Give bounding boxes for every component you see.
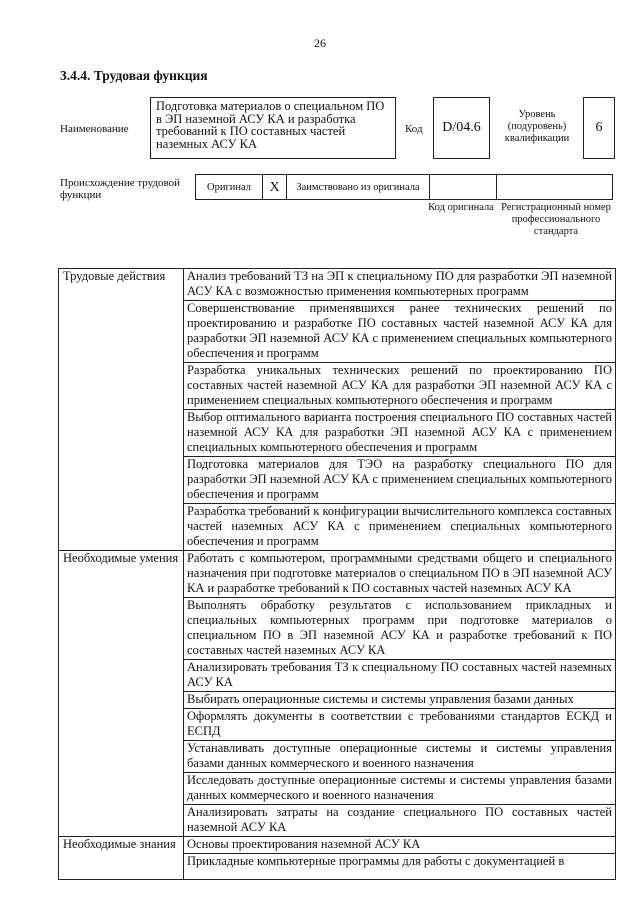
labor-action-item: Выбор оптимального варианта построения специального ПО составных частей наземной АСУ КА для разработки ЭП наземной АСУ КА с применением специальных компьютерного обеспечения и программ	[184, 410, 616, 457]
original-label: Оригинал	[196, 175, 263, 200]
registration-number-caption: Регистрационный номер профессионального стандарта	[501, 202, 611, 237]
skill-item: Выбирать операционные системы и системы управления базами данных	[184, 692, 616, 709]
borrowed-label: Заимствовано из оригинала	[287, 175, 430, 200]
labor-action-item: Подготовка материалов для ТЭО на разработку специального ПО для разработки ЭП наземной АСУ КА с применением специальных компьютерного обеспечения и программ	[184, 457, 616, 504]
knowledge-header: Необходимые знания	[59, 837, 184, 880]
function-code: D/04.6	[433, 97, 490, 159]
labor-action-item: Разработка уникальных технических решений по проектированию ПО составных частей наземной АСУ КА для разработки ЭП наземной АСУ КА с применением специальных компьютерного обеспечения и программ	[184, 363, 616, 410]
qualification-level-label: Уровень (подуровень) квалификации	[504, 109, 570, 144]
registration-number-cell	[497, 175, 613, 200]
skill-item: Анализировать затраты на создание специального ПО составных частей наземной АСУ КА	[184, 805, 616, 837]
labor-action-item: Разработка требований к конфигурации вычислительного комплекса составных частей наземных АСУ КА с применением специальных компьютерного обеспечения и программ	[184, 504, 616, 551]
section-title: 3.4.4. Трудовая функция	[60, 68, 208, 83]
knowledge-item: Прикладные компьютерные программы для работы с документацией в	[184, 854, 616, 880]
skill-item: Устанавливать доступные операционные системы и системы управления базами данных коммерческого и военного назначения	[184, 741, 616, 773]
skill-item: Анализировать требования ТЗ к специальному ПО составных частей наземных АСУ КА	[184, 660, 616, 692]
skills-header: Необходимые умения	[59, 551, 184, 837]
knowledge-item: Основы проектирования наземной АСУ КА	[184, 837, 616, 854]
labor-action-item: Совершенствование применявшихся ранее технических решений по проектированию и разработке ПО составных частей наземной АСУ КА для разработки ЭП наземной АСУ КА с применением специальных компьютерного обеспечения и программ	[184, 301, 616, 363]
function-name: Подготовка материалов о специальном ПО в ЭП наземной АСУ КА и разработка требований к ПО составных частей наземных АСУ КА	[150, 97, 396, 159]
skill-item: Исследовать доступные операционные системы и системы управления базами данных коммерческого и военного назначения	[184, 773, 616, 805]
original-code-caption: Код оригинала	[428, 202, 494, 213]
skill-item: Оформлять документы в соответствии с требованиями стандартов ЕСКД и ЕСПД	[184, 709, 616, 741]
qualification-level: 6	[583, 97, 615, 159]
origin-table	[195, 174, 613, 200]
origin-label: Происхождение трудовой функции	[60, 177, 181, 201]
original-code-cell	[430, 175, 497, 200]
labor-actions-header: Трудовые действия	[59, 269, 184, 551]
labor-action-item: Анализ требований ТЗ на ЭП к специальному ПО для разработки ЭП наземной АСУ КА с возможностью применения компьютерных программ	[184, 269, 616, 301]
labor-function-table	[58, 268, 616, 880]
name-label: Наименование	[60, 123, 129, 135]
code-label: Код	[405, 123, 423, 135]
original-mark: X	[263, 175, 287, 200]
page-number: 26	[314, 36, 326, 50]
skill-item: Выполнять обработку результатов с использованием прикладных и специальных компьютерных программ при подготовке материалов о специальном ПО в ЭП наземной АСУ КА и разработке требований к ПО составных частей наземных АСУ КА	[184, 598, 616, 660]
skill-item: Работать с компьютером, программными средствами общего и специального назначения при подготовке материалов о специальном ПО в ЭП наземной АСУ КА и разработке требований к ПО составных частей наземных АСУ КА	[184, 551, 616, 598]
